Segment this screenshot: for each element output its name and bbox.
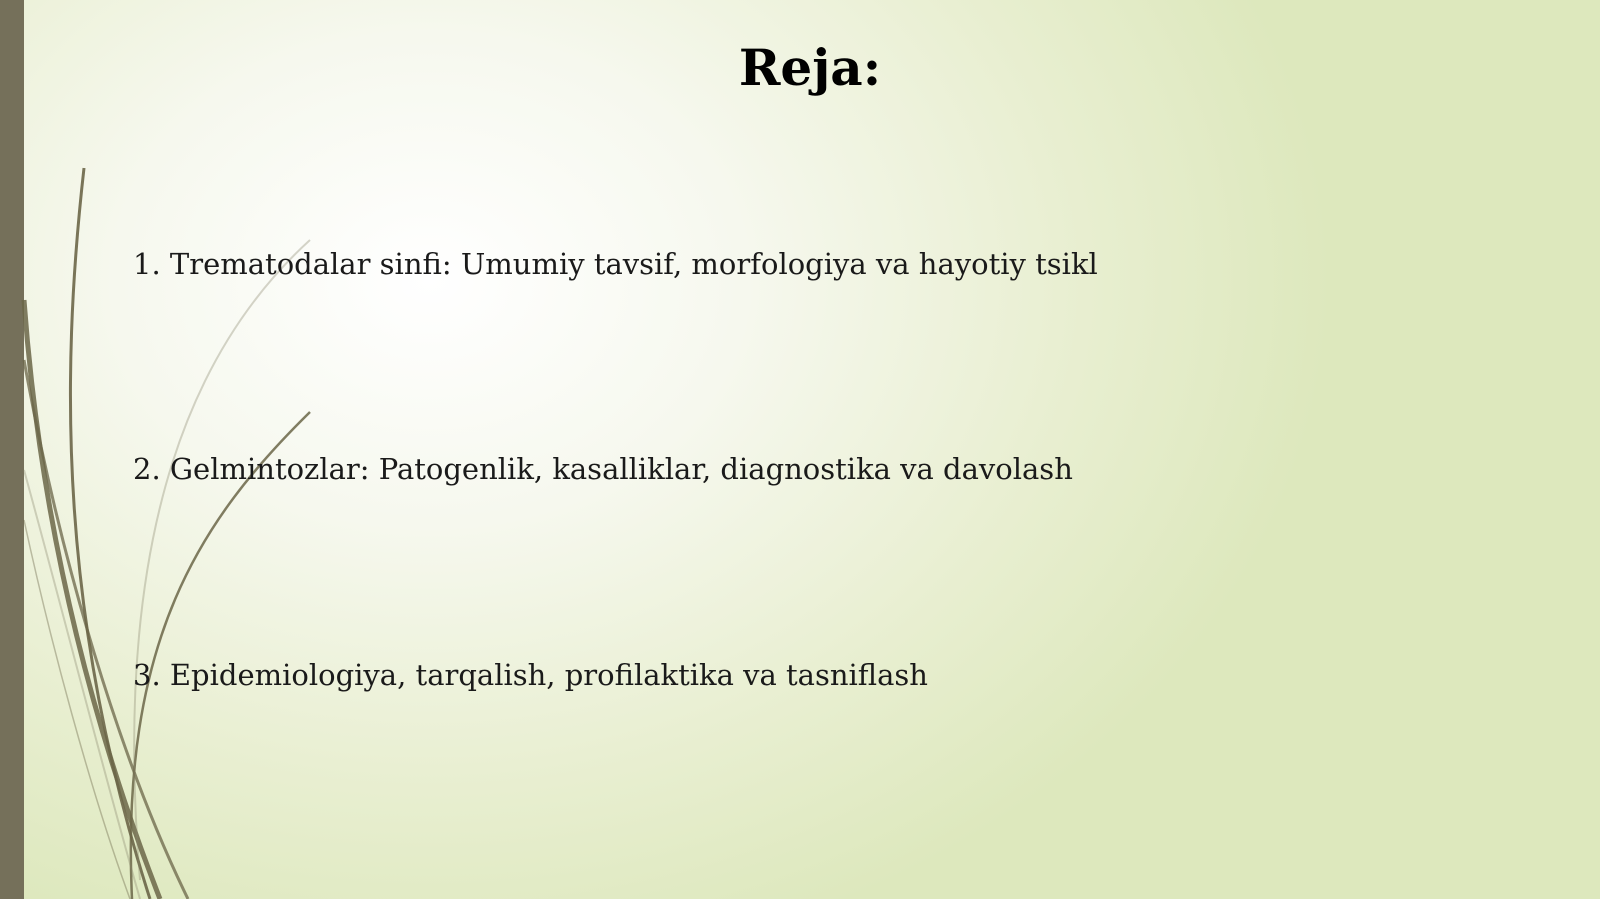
agenda-item-1: 1. Trematodalar sinfi: Umumiy tavsif, morfologiya va hayotiy tsikl: [133, 247, 1098, 281]
left-accent-bar: [0, 0, 24, 899]
slide-title: Reja:: [738, 38, 882, 97]
agenda-item-3: 3. Epidemiologiya, tarqalish, profilaktika va tasniflash: [133, 658, 928, 692]
agenda-item-2: 2. Gelmintozlar: Patogenlik, kasalliklar, diagnostika va davolash: [133, 452, 1073, 486]
grass-decoration: [0, 0, 320, 899]
